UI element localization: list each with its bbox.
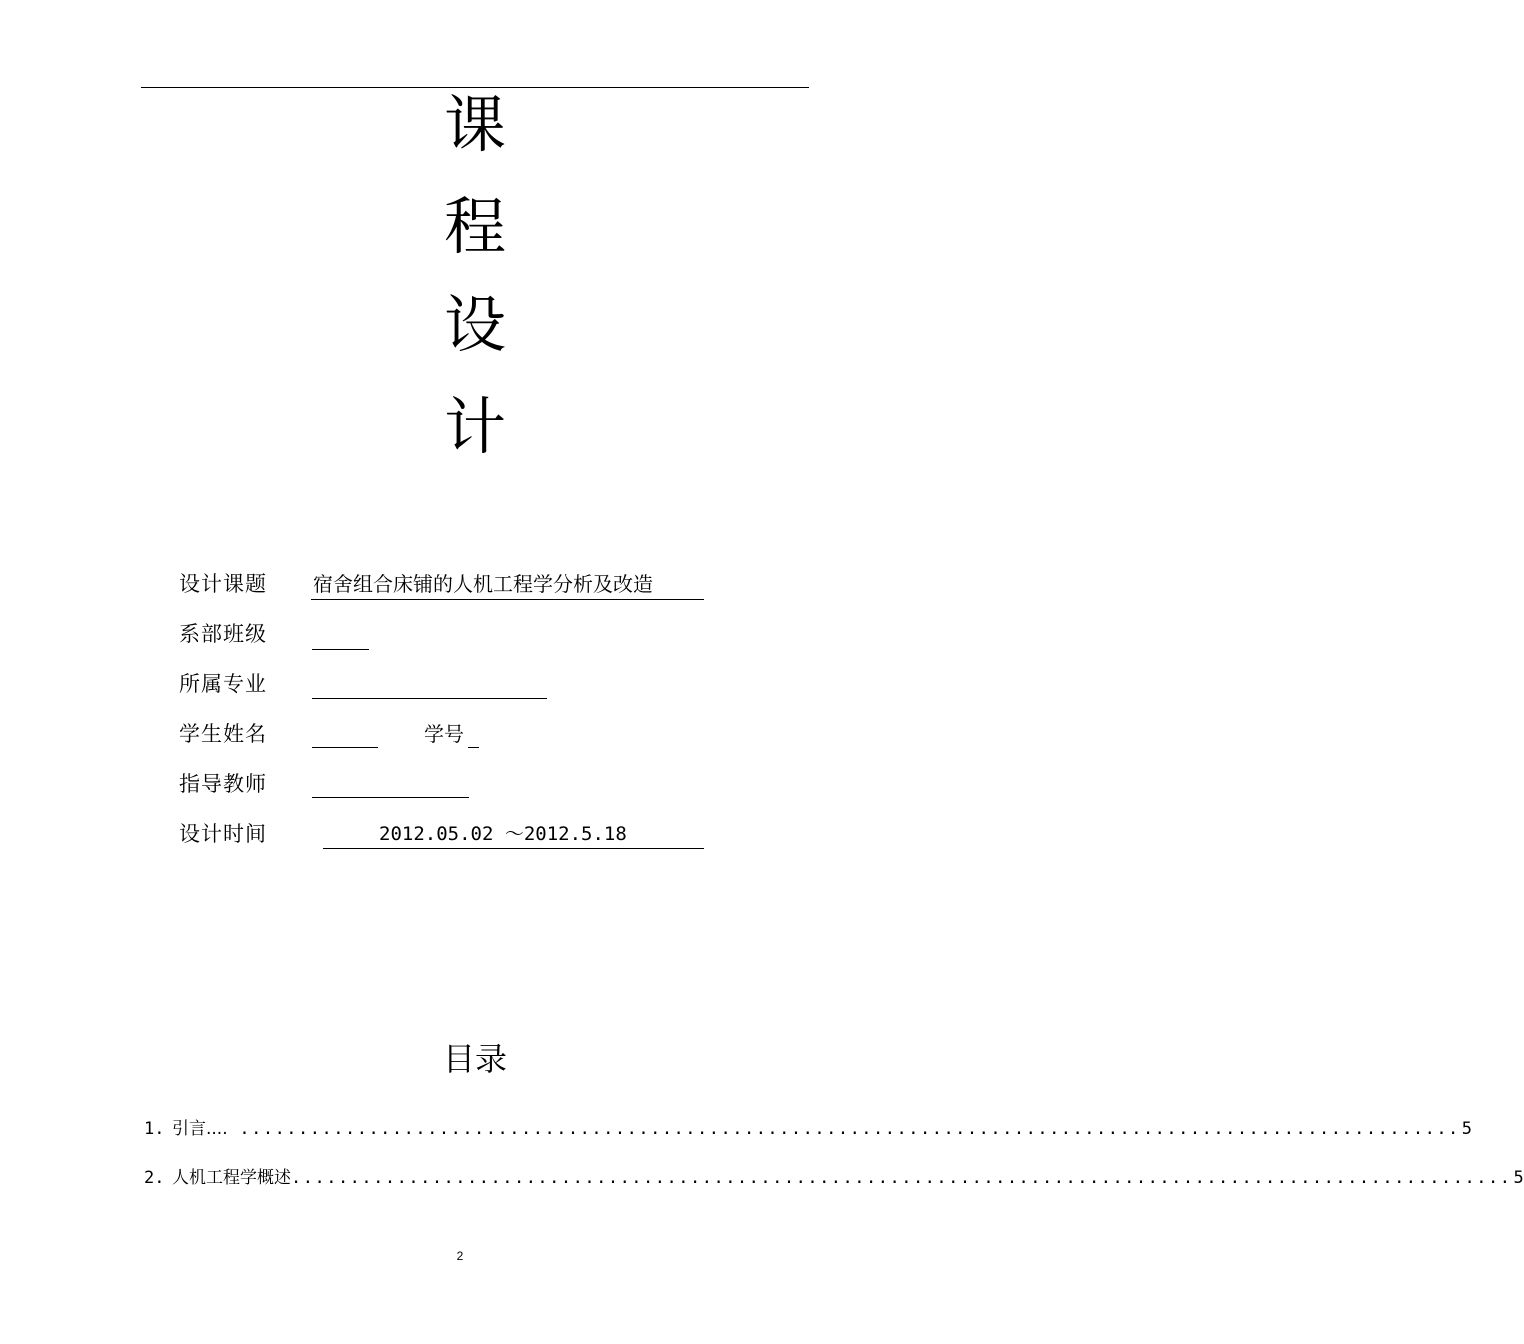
major-underline — [312, 698, 547, 699]
toc-item-text: 引言.... — [172, 1119, 228, 1139]
toc-item-text: 人机工程学概述 — [172, 1168, 291, 1188]
student-id-label: 学号 — [424, 722, 464, 746]
student-name-label: 学生姓名 — [179, 722, 267, 746]
toc-item-number: 1. — [144, 1119, 165, 1139]
toc-item[interactable] — [144, 1117, 1473, 1141]
toc-item-leader: ........................................................................................................ — [291, 1168, 1512, 1188]
period-label: 设计时间 — [179, 822, 267, 846]
toc-item-leader: ........................................................................................................ — [227, 1119, 1460, 1139]
topic-value: 宿舍组合床铺的人机工程学分析及改造 — [313, 572, 653, 596]
topic-label: 设计课题 — [179, 572, 267, 596]
topic-underline — [311, 599, 704, 600]
toc-item-number: 2. — [144, 1168, 165, 1188]
advisor-label: 指导教师 — [179, 772, 267, 796]
cover-title-char-1: 课 — [443, 88, 506, 161]
department-underline — [312, 649, 369, 650]
toc-title: 目录 — [442, 1040, 507, 1078]
toc-item-page: 5 — [1461, 1119, 1473, 1139]
major-label: 所属专业 — [179, 672, 267, 696]
toc-item[interactable] — [144, 1166, 1524, 1190]
period-value: 2012.05.02 ～2012.5.18 — [379, 823, 627, 845]
toc-item-page: 5 — [1513, 1168, 1524, 1188]
page-number: 2 — [456, 1249, 464, 1263]
period-underline — [323, 848, 704, 849]
cover-title-char-3: 设 — [443, 288, 506, 361]
cover-title-char-2: 程 — [443, 190, 506, 263]
student-name-underline — [312, 747, 378, 748]
department-label: 系部班级 — [179, 622, 267, 646]
student-id-underline — [468, 747, 479, 748]
cover-title-char-4: 计 — [443, 390, 506, 463]
advisor-underline — [312, 797, 469, 798]
